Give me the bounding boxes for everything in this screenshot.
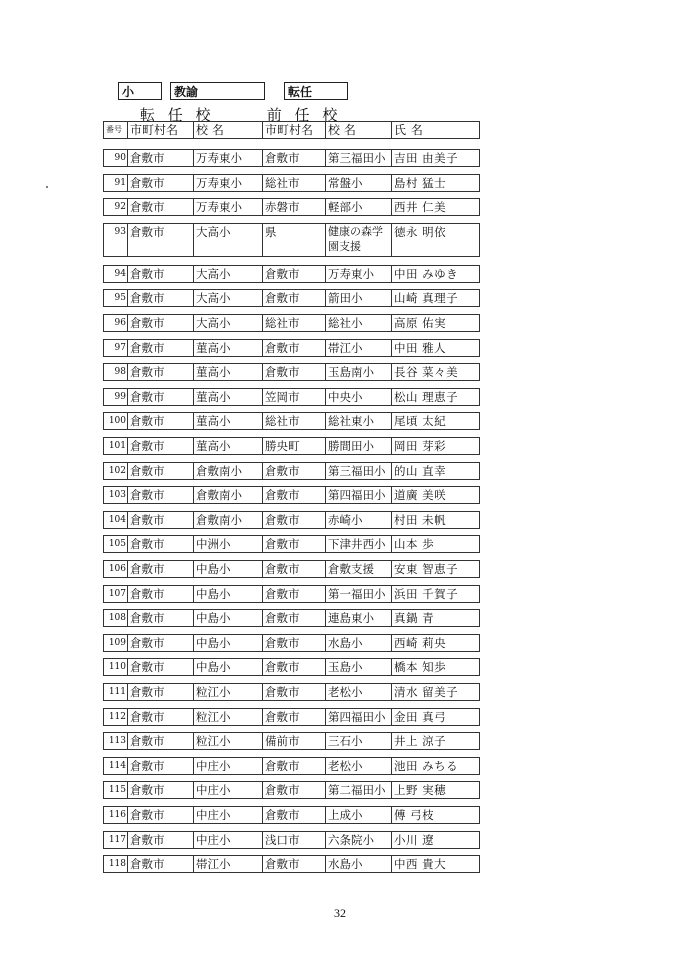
cell-no: 101 xyxy=(103,437,127,455)
cell-no: 118 xyxy=(103,855,127,873)
cell-name: 西井 仁美 xyxy=(391,198,480,216)
cell-no: 117 xyxy=(103,831,127,849)
table-row xyxy=(103,437,480,455)
cell-no: 113 xyxy=(103,732,127,750)
cell-name: 清水 留美子 xyxy=(391,683,480,701)
section-right-label: 前 任 校 xyxy=(266,106,342,124)
cell-school2: 勝間田小 xyxy=(325,437,391,455)
table-row xyxy=(103,658,480,676)
cell-no: 106 xyxy=(103,560,127,578)
cell-city1: 倉敷市 xyxy=(127,855,193,873)
cell-name: 真鍋 青 xyxy=(391,609,480,627)
cell-school2: 上成小 xyxy=(325,806,391,824)
table-row xyxy=(103,149,480,167)
cell-school2: 第三福田小 xyxy=(325,462,391,480)
cell-no: 107 xyxy=(103,585,127,603)
cell-name: 井上 涼子 xyxy=(391,732,480,750)
cell-name: 西崎 莉央 xyxy=(391,634,480,652)
cell-school1: 大高小 xyxy=(193,289,262,307)
cell-no: 103 xyxy=(103,486,127,504)
cell-no: 114 xyxy=(103,757,127,775)
table-header xyxy=(103,121,480,139)
table-row xyxy=(103,388,480,406)
cell-city2: 倉敷市 xyxy=(262,855,325,873)
cell-name: 島村 猛士 xyxy=(391,174,480,192)
cell-name: 村田 未帆 xyxy=(391,511,480,529)
cell-city1: 倉敷市 xyxy=(127,511,193,529)
cell-city2: 倉敷市 xyxy=(262,339,325,357)
cell-no: 96 xyxy=(103,314,127,332)
cell-name: 松山 理恵子 xyxy=(391,388,480,406)
cell-name: 中田 みゆき xyxy=(391,265,480,283)
cell-city1: 倉敷市 xyxy=(127,658,193,676)
cell-school2: 軽部小 xyxy=(325,198,391,216)
cell-name: 山崎 真理子 xyxy=(391,289,480,307)
cell-city2: 勝央町 xyxy=(262,437,325,455)
cell-no: 116 xyxy=(103,806,127,824)
cell-no: 104 xyxy=(103,511,127,529)
cell-no: 111 xyxy=(103,683,127,701)
cell-school1: 万寿東小 xyxy=(193,149,262,167)
table-row xyxy=(103,486,480,504)
cell-school1: 中庄小 xyxy=(193,757,262,775)
table-row xyxy=(103,855,480,873)
cell-school2: 玉島小 xyxy=(325,658,391,676)
table-row xyxy=(103,535,480,553)
cell-city1: 倉敷市 xyxy=(127,757,193,775)
cell-name: 小川 遼 xyxy=(391,831,480,849)
cell-school1: 中庄小 xyxy=(193,806,262,824)
cell-city1: 倉敷市 xyxy=(127,806,193,824)
cell-city1: 倉敷市 xyxy=(127,388,193,406)
col-name-header: 氏 名 xyxy=(391,121,480,139)
cell-city1: 倉敷市 xyxy=(127,198,193,216)
scan-speck xyxy=(46,186,48,188)
cell-city2: 倉敷市 xyxy=(262,462,325,480)
cell-school2: 万寿東小 xyxy=(325,265,391,283)
cell-city1: 倉敷市 xyxy=(127,708,193,726)
cell-city1: 倉敷市 xyxy=(127,314,193,332)
cell-school2: 第二福田小 xyxy=(325,781,391,799)
col-number-header: 番号 xyxy=(103,121,127,139)
cell-school1: 中庄小 xyxy=(193,781,262,799)
cell-no: 94 xyxy=(103,265,127,283)
cell-school2: 第三福田小 xyxy=(325,149,391,167)
cell-name: 徳永 明依 xyxy=(391,223,480,257)
cell-city2: 総社市 xyxy=(262,174,325,192)
cell-school2: 常盤小 xyxy=(325,174,391,192)
cell-no: 91 xyxy=(103,174,127,192)
cell-school1: 菫高小 xyxy=(193,363,262,381)
cell-school1: 粒江小 xyxy=(193,732,262,750)
cell-school2: 三石小 xyxy=(325,732,391,750)
cell-city1: 倉敷市 xyxy=(127,560,193,578)
cell-school1: 中島小 xyxy=(193,658,262,676)
table-row xyxy=(103,560,480,578)
cell-school2: 総社東小 xyxy=(325,412,391,430)
col-city-new-header: 市町村名 xyxy=(127,121,193,139)
cell-no: 105 xyxy=(103,535,127,553)
cell-school2: 第四福田小 xyxy=(325,708,391,726)
cell-school1: 倉敷南小 xyxy=(193,462,262,480)
cell-name: 長谷 菜々美 xyxy=(391,363,480,381)
cell-name: 傅 弓枝 xyxy=(391,806,480,824)
cell-city1: 倉敷市 xyxy=(127,634,193,652)
cell-school2: 第一福田小 xyxy=(325,585,391,603)
cell-school1: 大高小 xyxy=(193,314,262,332)
cell-name: 金田 真弓 xyxy=(391,708,480,726)
cell-city2: 赤磐市 xyxy=(262,198,325,216)
cell-city2: 倉敷市 xyxy=(262,609,325,627)
cell-no: 92 xyxy=(103,198,127,216)
cell-name: 岡田 芽彩 xyxy=(391,437,480,455)
cell-no: 99 xyxy=(103,388,127,406)
table-row xyxy=(103,314,480,332)
cell-school2: 老松小 xyxy=(325,683,391,701)
cell-city2: 倉敷市 xyxy=(262,781,325,799)
cell-city2: 総社市 xyxy=(262,314,325,332)
cell-city2: 倉敷市 xyxy=(262,289,325,307)
table-row xyxy=(103,363,480,381)
cell-city1: 倉敷市 xyxy=(127,781,193,799)
cell-city2: 県 xyxy=(262,223,325,257)
cell-school1: 粒江小 xyxy=(193,683,262,701)
category-box: 小 xyxy=(118,82,162,100)
table-row xyxy=(103,585,480,603)
cell-no: 109 xyxy=(103,634,127,652)
cell-no: 95 xyxy=(103,289,127,307)
table-row xyxy=(103,708,480,726)
cell-school2: 赤崎小 xyxy=(325,511,391,529)
cell-no: 110 xyxy=(103,658,127,676)
cell-city2: 総社市 xyxy=(262,412,325,430)
cell-name: 吉田 由美子 xyxy=(391,149,480,167)
cell-name: 中田 雅人 xyxy=(391,339,480,357)
table-row xyxy=(103,265,480,283)
table-row xyxy=(103,462,480,480)
cell-no: 112 xyxy=(103,708,127,726)
cell-name: 中西 貴大 xyxy=(391,855,480,873)
cell-school1: 中島小 xyxy=(193,585,262,603)
col-school-new-header: 校 名 xyxy=(193,121,262,139)
cell-school2: 玉島南小 xyxy=(325,363,391,381)
cell-school2: 連島東小 xyxy=(325,609,391,627)
cell-school1: 倉敷南小 xyxy=(193,511,262,529)
cell-city2: 倉敷市 xyxy=(262,757,325,775)
cell-no: 100 xyxy=(103,412,127,430)
table-row xyxy=(103,198,480,216)
cell-school2: 帯江小 xyxy=(325,339,391,357)
cell-school1: 菫高小 xyxy=(193,412,262,430)
position-box: 教諭 xyxy=(170,82,265,100)
cell-school1: 大高小 xyxy=(193,265,262,283)
cell-school2: 健康の森学園支援 xyxy=(325,223,391,257)
cell-school1: 中島小 xyxy=(193,609,262,627)
cell-city2: 倉敷市 xyxy=(262,560,325,578)
cell-school2: 第四福田小 xyxy=(325,486,391,504)
table-row xyxy=(103,757,480,775)
table-row xyxy=(103,806,480,824)
cell-name: 上野 実穂 xyxy=(391,781,480,799)
cell-school1: 倉敷南小 xyxy=(193,486,262,504)
cell-school1: 大高小 xyxy=(193,223,262,257)
cell-school1: 万寿東小 xyxy=(193,174,262,192)
cell-school2: 中央小 xyxy=(325,388,391,406)
page-number: 32 xyxy=(334,906,346,920)
cell-school2: 水島小 xyxy=(325,634,391,652)
cell-school1: 中島小 xyxy=(193,560,262,578)
table-row xyxy=(103,781,480,799)
cell-school1: 帯江小 xyxy=(193,855,262,873)
cell-name: 浜田 千賀子 xyxy=(391,585,480,603)
section-left-label: 転 任 校 xyxy=(140,106,215,124)
cell-city1: 倉敷市 xyxy=(127,412,193,430)
table-row xyxy=(103,732,480,750)
cell-city2: 倉敷市 xyxy=(262,265,325,283)
cell-city1: 倉敷市 xyxy=(127,486,193,504)
cell-city2: 備前市 xyxy=(262,732,325,750)
cell-school1: 粒江小 xyxy=(193,708,262,726)
cell-no: 98 xyxy=(103,363,127,381)
cell-city1: 倉敷市 xyxy=(127,223,193,257)
cell-city2: 倉敷市 xyxy=(262,634,325,652)
cell-city2: 倉敷市 xyxy=(262,806,325,824)
col-school-prev-header: 校 名 xyxy=(325,121,391,139)
cell-city1: 倉敷市 xyxy=(127,174,193,192)
cell-name: 道廣 美咲 xyxy=(391,486,480,504)
cell-no: 102 xyxy=(103,462,127,480)
cell-city1: 倉敷市 xyxy=(127,831,193,849)
table-row xyxy=(103,174,480,192)
cell-city1: 倉敷市 xyxy=(127,732,193,750)
cell-name: 尾頃 太紀 xyxy=(391,412,480,430)
cell-city2: 倉敷市 xyxy=(262,486,325,504)
table-row xyxy=(103,289,480,307)
table-row xyxy=(103,634,480,652)
action-box: 転任 xyxy=(284,82,348,100)
cell-city1: 倉敷市 xyxy=(127,363,193,381)
cell-city1: 倉敷市 xyxy=(127,437,193,455)
cell-school1: 菫高小 xyxy=(193,437,262,455)
table-row xyxy=(103,683,480,701)
cell-city2: 倉敷市 xyxy=(262,585,325,603)
table-row xyxy=(103,339,480,357)
cell-school1: 中洲小 xyxy=(193,535,262,553)
cell-school1: 菫高小 xyxy=(193,388,262,406)
cell-school2: 下津井西小 xyxy=(325,535,391,553)
cell-no: 90 xyxy=(103,149,127,167)
cell-school1: 菫高小 xyxy=(193,339,262,357)
cell-city2: 倉敷市 xyxy=(262,683,325,701)
col-city-prev-header: 市町村名 xyxy=(262,121,325,139)
cell-school2: 老松小 xyxy=(325,757,391,775)
cell-name: 高原 佑実 xyxy=(391,314,480,332)
cell-city1: 倉敷市 xyxy=(127,265,193,283)
cell-city2: 笠岡市 xyxy=(262,388,325,406)
cell-city2: 倉敷市 xyxy=(262,708,325,726)
cell-city1: 倉敷市 xyxy=(127,289,193,307)
cell-city1: 倉敷市 xyxy=(127,609,193,627)
cell-name: 池田 みちる xyxy=(391,757,480,775)
table-row xyxy=(103,831,480,849)
cell-school2: 箭田小 xyxy=(325,289,391,307)
cell-city1: 倉敷市 xyxy=(127,462,193,480)
cell-no: 93 xyxy=(103,223,127,257)
cell-city2: 倉敷市 xyxy=(262,149,325,167)
cell-city1: 倉敷市 xyxy=(127,149,193,167)
cell-city1: 倉敷市 xyxy=(127,585,193,603)
cell-school2: 倉敷支援 xyxy=(325,560,391,578)
cell-school2: 六条院小 xyxy=(325,831,391,849)
cell-no: 108 xyxy=(103,609,127,627)
cell-school1: 中島小 xyxy=(193,634,262,652)
cell-city2: 倉敷市 xyxy=(262,363,325,381)
table-row xyxy=(103,412,480,430)
cell-school1: 中庄小 xyxy=(193,831,262,849)
cell-city1: 倉敷市 xyxy=(127,535,193,553)
cell-city1: 倉敷市 xyxy=(127,683,193,701)
cell-no: 115 xyxy=(103,781,127,799)
table-row xyxy=(103,609,480,627)
cell-name: 安東 智恵子 xyxy=(391,560,480,578)
cell-school1: 万寿東小 xyxy=(193,198,262,216)
cell-name: 山本 歩 xyxy=(391,535,480,553)
cell-city2: 倉敷市 xyxy=(262,511,325,529)
cell-city2: 倉敷市 xyxy=(262,658,325,676)
cell-school2: 総社小 xyxy=(325,314,391,332)
cell-name: 的山 直幸 xyxy=(391,462,480,480)
table-row xyxy=(103,511,480,529)
cell-city2: 浅口市 xyxy=(262,831,325,849)
table-row xyxy=(103,223,480,253)
cell-city2: 倉敷市 xyxy=(262,535,325,553)
cell-no: 97 xyxy=(103,339,127,357)
cell-school2: 水島小 xyxy=(325,855,391,873)
cell-city1: 倉敷市 xyxy=(127,339,193,357)
cell-name: 橋本 知歩 xyxy=(391,658,480,676)
